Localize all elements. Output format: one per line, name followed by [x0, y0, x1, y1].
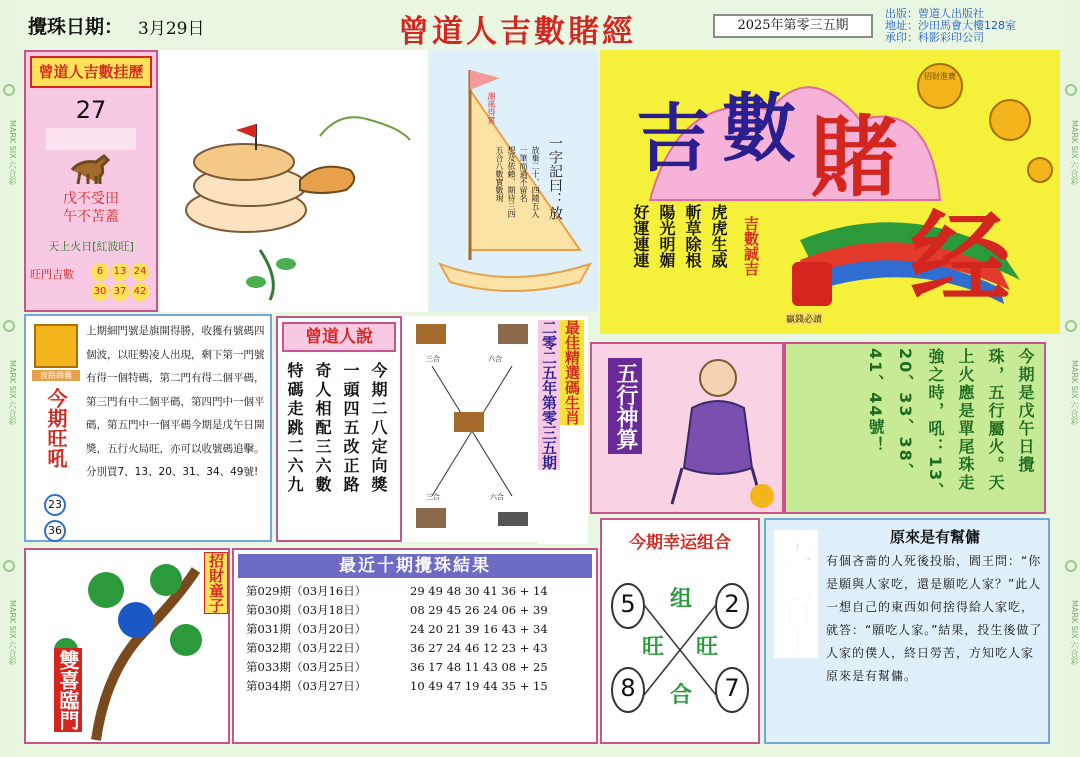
boat-poem-panel — [430, 50, 598, 312]
zodiac-relation-label: 三合 — [426, 355, 440, 363]
number-ball: 13 — [111, 263, 129, 281]
best-pick-year: 二零二五年第零三五期 — [540, 320, 558, 470]
right-border — [1062, 0, 1080, 757]
calendar-day: 27 — [75, 96, 107, 124]
left-border-text: MARK SIX 六合彩 — [8, 360, 17, 426]
publisher-info — [885, 8, 1016, 44]
joke-text: 有個吝嗇的人死後投胎，閻王問：“你是願與人家吃，還是願吃人家？”此人一想自己的東西如何捨得給人家吃，就答：“願吃人家。”結果，投生後做了人家的僕人，終日勞苦，方知吃人家原來是有幫傭。 — [826, 554, 1043, 683]
number-ball: 24 — [131, 263, 149, 281]
master-says-title: 曾道人說 — [282, 322, 396, 352]
tree-subtitle: 招財童子 — [204, 552, 228, 614]
badge-label: 贏錢必讀 — [786, 312, 822, 325]
hot-text: 上期細門號是旗開得勝，收獲有號碼四個波，以旺勢凌人出現，剩下第一門號有得一個特碼，第二門有得二個平碼，第三門有中二個平碼，第四門中一個平碼，第五門中一個平碼今期是戊午日開獎，五行火局旺，亦可以收號碼追擊。分別買7、13、20、31、34、49號! — [86, 325, 265, 478]
lucky-numbers — [90, 262, 156, 302]
logo-poem-col: 好運連連 — [631, 204, 650, 268]
zodiac-diagram-panel — [402, 316, 540, 542]
result-period: 第030期（03月18日） — [246, 603, 367, 617]
logo-poem-col: 虎虎生威 — [709, 204, 728, 268]
number-ball: 30 — [91, 283, 109, 301]
best-pick-title: 最佳精選碼生肖 — [560, 320, 584, 425]
header — [18, 6, 1062, 50]
tree-title: 雙喜臨門 — [56, 650, 80, 730]
blank-box — [46, 128, 136, 150]
right-border-text: MARK SIX 六合彩 — [1070, 360, 1079, 426]
number-ball: 37 — [111, 283, 129, 301]
left-border-text: MARK SIX 六合彩 — [8, 120, 17, 186]
page-title: 曾道人吉數賭經 — [398, 14, 636, 50]
flower-icon — [3, 320, 15, 332]
horse-icon — [66, 150, 116, 186]
element-line: 天上火日[紅波旺] — [48, 240, 134, 253]
publisher-line: 承印：科影彩印公司 — [885, 31, 984, 44]
draw-date-value: 3月29日 — [138, 19, 205, 39]
right-border-text: MARK SIX 六合彩 — [1070, 120, 1079, 186]
logo-motto: 吉數誠吉 — [742, 216, 760, 276]
coin-text: 招財進寶 — [924, 72, 956, 81]
master-says-panel — [276, 316, 402, 542]
flower-icon — [3, 560, 15, 572]
draw-date-label: 攪珠日期： — [28, 16, 124, 38]
boat-poem-line: 一字記曰：放 — [547, 136, 563, 220]
combo-char: 合 — [670, 683, 693, 708]
combo-char: 组 — [670, 587, 693, 612]
hot-title: 今期旺吼 — [44, 388, 68, 468]
result-period: 第029期（03月16日） — [246, 584, 367, 598]
cake-dog-illustration — [160, 50, 428, 312]
flower-icon — [1065, 320, 1077, 332]
logo-poem-col: 陽光明媚 — [657, 204, 676, 268]
lucky-numbers-label: 旺門吉數 — [30, 268, 74, 281]
number-ball: 42 — [131, 283, 149, 301]
hand-icon — [34, 324, 78, 368]
recent-results-title: 最近十期攪珠結果 — [238, 554, 592, 578]
result-period: 第033期（03月25日） — [246, 660, 367, 674]
number-ball: 6 — [91, 263, 109, 281]
flower-icon — [1065, 84, 1077, 96]
publisher-line: 地址：沙田馬會大樓128室 — [885, 19, 1016, 32]
results-table — [246, 582, 592, 696]
combo-number: 8 — [620, 674, 636, 702]
poem-line: 午不苫蓋 — [63, 209, 119, 225]
result-numbers: 08 29 45 26 24 06 + 39 — [410, 603, 548, 617]
logo-char: 经 — [910, 199, 1010, 317]
joke-title: 原來是有幫傭 — [889, 528, 980, 546]
double-happiness-panel — [24, 548, 230, 744]
flower-icon — [3, 84, 15, 96]
table-row — [246, 601, 592, 620]
master-says-col: 奇人相配三六數 — [313, 362, 332, 495]
today-prediction-text: 今期是戊午日攪珠，五行屬火。天上火應是單尾珠走強之時，吼：13、20、33、38、41、44號！ — [866, 348, 1035, 501]
icon-label: 波路錦囊 — [32, 370, 80, 381]
poem-line: 戊不受田 — [63, 191, 119, 207]
flag-label: 潮風得實 — [487, 92, 496, 124]
logo-panel — [600, 50, 1060, 334]
table-row — [246, 639, 592, 658]
table-row — [246, 620, 592, 639]
result-period: 第031期（03月20日） — [246, 622, 367, 636]
combo-number: 5 — [620, 590, 636, 618]
combo-char: 旺 — [696, 635, 719, 660]
master-says-col: 一頭四五改正路 — [341, 362, 360, 495]
child-figure-illustration — [652, 348, 782, 512]
boat-poem-line: 放棄二十、四隨五入 — [531, 146, 540, 218]
boat-poem-line: 一筆而過不留名 — [519, 146, 528, 202]
result-numbers: 10 49 47 19 44 35 + 15 — [410, 679, 548, 693]
calendar-poem — [26, 190, 156, 226]
result-period: 第034期（03月27日） — [246, 679, 367, 693]
fist-icon — [792, 262, 832, 306]
publisher-line: 出版：曾道人出版社 — [885, 7, 984, 20]
lucky-calendar-title: 曾道人吉數挂歷 — [30, 56, 152, 88]
boat-poem-line: 想及依賴、期待三四 — [507, 146, 516, 218]
joke-side-title: 笑話百出 — [774, 530, 818, 658]
combo-number: 2 — [724, 590, 740, 618]
illustration-panel — [160, 50, 428, 312]
master-says-col: 特碼走跳二六九 — [285, 362, 304, 495]
recent-results-panel — [232, 548, 598, 744]
five-elements-title: 五行神算 — [608, 358, 642, 454]
lucky-calendar-panel — [24, 50, 158, 312]
joke-panel — [764, 518, 1050, 744]
issue-number: 2025年第零三五期 — [713, 14, 873, 38]
table-row — [246, 677, 592, 696]
right-border-text: MARK SIX 六合彩 — [1070, 600, 1079, 666]
boat-poem-line: 五合八數實數現 — [495, 146, 504, 202]
combo-number: 7 — [724, 674, 740, 702]
master-says-col: 今期二八定向獎 — [369, 362, 388, 495]
combo-char: 旺 — [642, 635, 665, 660]
result-numbers: 36 17 48 11 43 08 + 25 — [410, 660, 548, 674]
zodiac-relation-label: 三合 — [426, 493, 440, 501]
today-prediction-panel — [784, 342, 1046, 514]
number-ball: 23 — [44, 494, 66, 516]
logo-char: 數 — [722, 86, 796, 172]
five-elements-panel — [590, 342, 784, 514]
lucky-combo-panel — [600, 518, 760, 744]
logo-poem-col: 斬草除根 — [683, 204, 702, 268]
hot-numbers-panel — [24, 314, 272, 542]
zodiac-relation-label: 六合 — [490, 493, 504, 501]
logo-char: 吉 — [636, 96, 710, 182]
result-numbers: 29 49 48 30 41 36 + 14 — [410, 584, 548, 598]
table-row — [246, 582, 592, 601]
best-pick-panel — [538, 316, 588, 544]
number-ball: 36 — [44, 520, 66, 542]
logo-char: 賭 — [810, 105, 899, 209]
zodiac-relation-label: 六合 — [488, 355, 502, 363]
result-numbers: 36 27 24 46 12 23 + 43 — [410, 641, 548, 655]
zodiac-cross-diagram — [402, 316, 540, 542]
left-border — [0, 0, 18, 757]
flower-icon — [1065, 560, 1077, 572]
table-row — [246, 658, 592, 677]
result-numbers: 24 20 21 39 16 43 + 34 — [410, 622, 548, 636]
result-period: 第032期（03月22日） — [246, 641, 367, 655]
lucky-combo-title: 今期幸运组合 — [629, 533, 731, 553]
left-border-text: MARK SIX 六合彩 — [8, 600, 17, 666]
